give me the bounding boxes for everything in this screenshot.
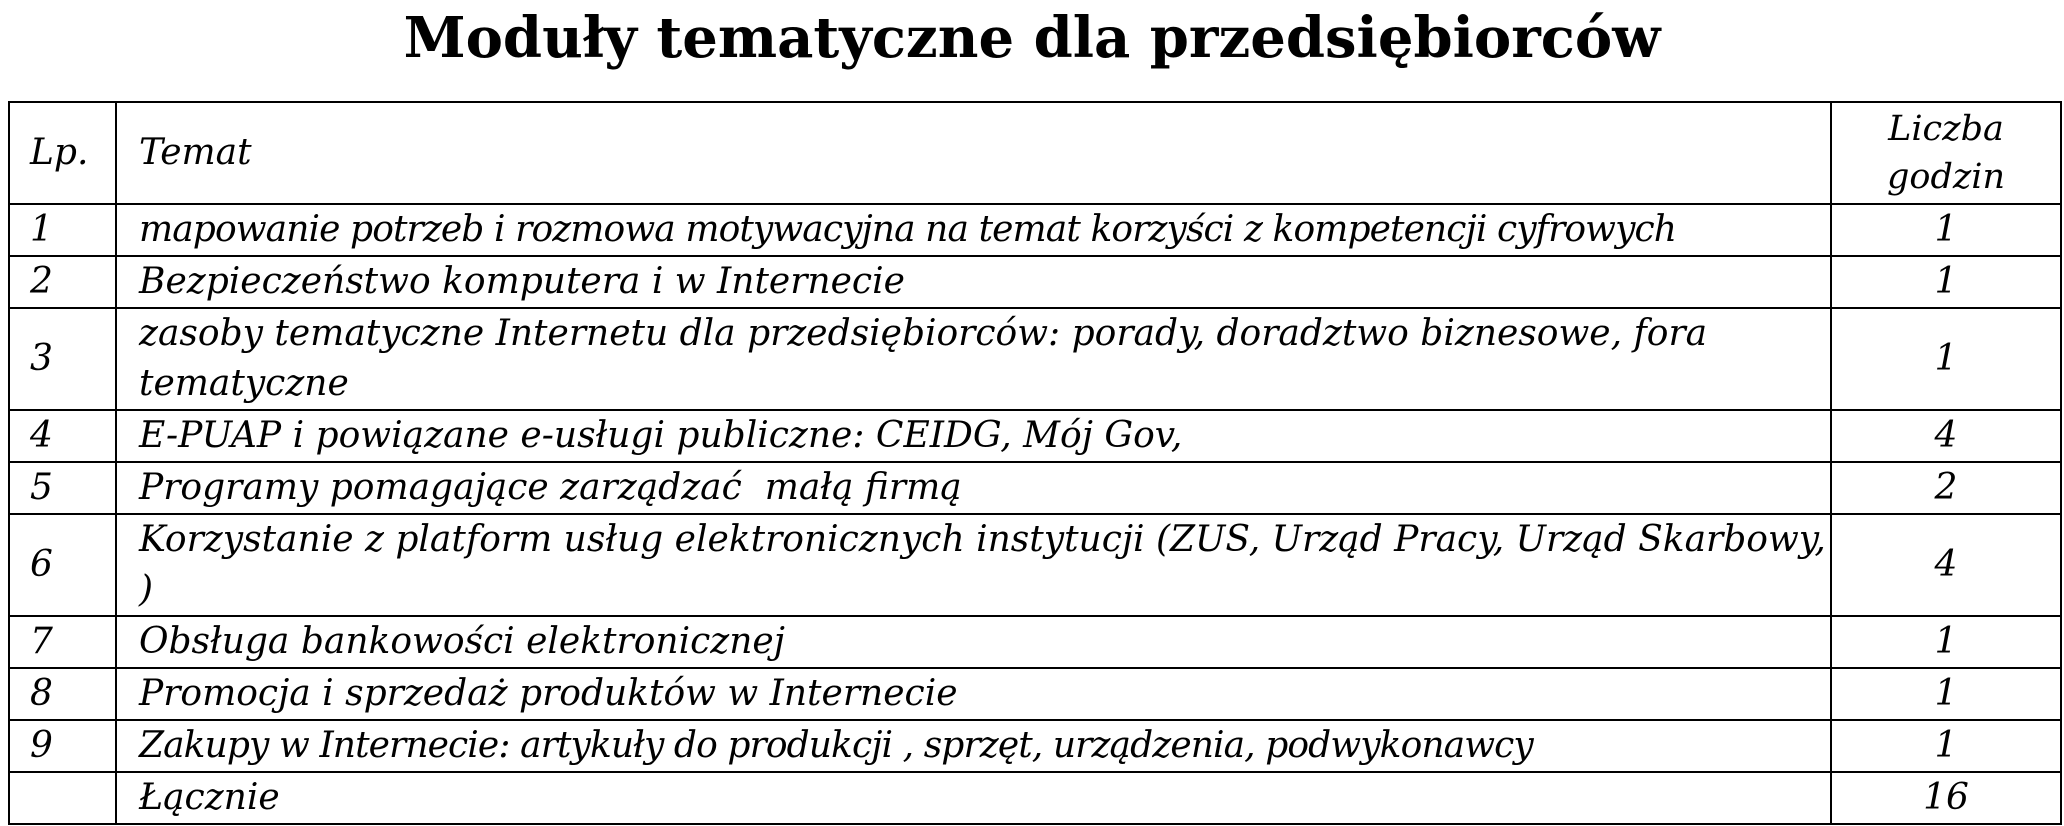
row-temat: Obsługa bankowości elektronicznej [116, 616, 1831, 668]
row-temat: E-PUAP i powiązane e-usługi publiczne: CEIDG, Mój Gov, [116, 410, 1831, 462]
total-hours: 16 [1831, 772, 2061, 824]
row-hours: 4 [1831, 410, 2061, 462]
table-row [9, 462, 2061, 514]
table-row [9, 720, 2061, 772]
row-temat: Korzystanie z platform usług elektronicznych instytucji (ZUS, Urząd Pracy, Urząd Skarbowy, ) [116, 514, 1831, 616]
row-hours: 1 [1831, 308, 2061, 410]
row-lp: 9 [9, 720, 116, 772]
header-hours-line2: godzin [1886, 157, 2006, 197]
row-lp: 3 [9, 308, 116, 410]
row-hours: 1 [1831, 720, 2061, 772]
table-total-row [9, 772, 2061, 824]
row-hours: 2 [1831, 462, 2061, 514]
header-hours-line1: Liczba [1888, 109, 2004, 149]
row-lp: 8 [9, 668, 116, 720]
row-temat: Bezpieczeństwo komputera i w Internecie [116, 256, 1831, 308]
row-hours: 1 [1831, 616, 2061, 668]
header-lp: Lp. [9, 102, 116, 204]
header-hours [1831, 102, 2061, 204]
modules-table [8, 101, 2062, 825]
total-lp [9, 772, 116, 824]
row-hours: 1 [1831, 204, 2061, 256]
row-hours: 1 [1831, 668, 2061, 720]
table-row [9, 256, 2061, 308]
table-header-row [9, 102, 2061, 204]
total-label: Łącznie [116, 772, 1831, 824]
row-temat: mapowanie potrzeb i rozmowa motywacyjna na temat korzyści z kompetencji cyfrowych [116, 204, 1831, 256]
page-title: Moduły tematyczne dla przedsiębiorców [403, 5, 1661, 71]
table-row [9, 514, 2061, 616]
row-lp: 6 [9, 514, 116, 616]
row-temat: zasoby tematyczne Internetu dla przedsiębiorców: porady, doradztwo biznesowe, fora tematyczne [116, 308, 1831, 410]
table-row [9, 410, 2061, 462]
table-row [9, 668, 2061, 720]
row-temat: Programy pomagające zarządzać małą firmą [116, 462, 1831, 514]
row-lp: 7 [9, 616, 116, 668]
row-hours: 4 [1831, 514, 2061, 616]
row-lp: 1 [9, 204, 116, 256]
row-temat: Zakupy w Internecie: artykuły do produkcji , sprzęt, urządzenia, podwykonawcy [116, 720, 1831, 772]
row-lp: 4 [9, 410, 116, 462]
table-row [9, 616, 2061, 668]
row-lp: 2 [9, 256, 116, 308]
row-temat: Promocja i sprzedaż produktów w Internecie [116, 668, 1831, 720]
row-hours: 1 [1831, 256, 2061, 308]
table-row [9, 204, 2061, 256]
row-lp: 5 [9, 462, 116, 514]
table-row [9, 308, 2061, 410]
header-temat: Temat [116, 102, 1831, 204]
